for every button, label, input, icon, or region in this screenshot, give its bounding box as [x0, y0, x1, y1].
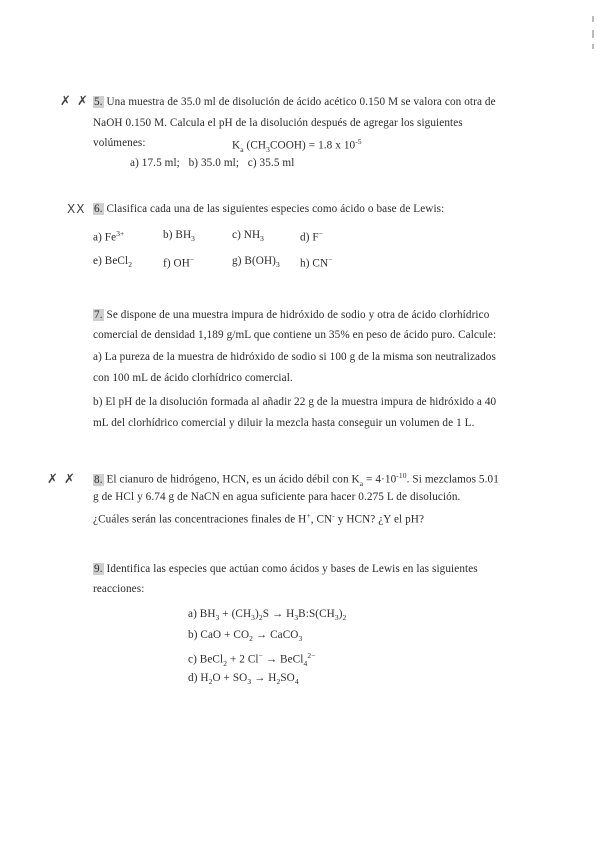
question-text: Una muestra de 35.0 ml de disolución de ácido acético 0.150 M se valora con otra de — [106, 96, 496, 108]
question-number: 7. — [94, 309, 103, 321]
question-5-line-2: NaOH 0.150 M. Calcula el pH de la disolución después de agregar los siguientes — [93, 117, 463, 129]
question-7-part-a-line-1: a) La pureza de la muestra de hidróxido de sodio si 100 g de la misma son neutralizados — [93, 351, 496, 363]
reaction-c: c) BeCl$_2$ + 2 Cl− → BeCl$_4^{2-}$ — [188, 651, 316, 668]
question-7-line-1 — [93, 310, 489, 321]
question-text: Identifica las especies que actúan como ácidos y bases de Lewis en las siguientes — [106, 563, 478, 575]
question-9-line-2: reacciones: — [93, 583, 145, 595]
question-5-line-3: volúmenes: — [93, 137, 146, 149]
reaction-b: b) CaO + $CO_2$ → CaCO$_3$ — [188, 629, 303, 644]
species-item: f) OH− — [163, 255, 195, 270]
species-item: g) $B(OH)_3$ — [232, 255, 280, 270]
species-item: d) F− — [300, 229, 324, 244]
scan-mark — [592, 16, 594, 22]
species-item: b) $BH_3$ — [163, 229, 196, 244]
question-text: Se dispone de una muestra impura de hidróxido de sodio y otra de ácido clorhídrico — [106, 309, 490, 321]
question-7-part-a-line-2: con 100 mL de ácido clorhídrico comercial. — [93, 372, 293, 384]
question-8-line-3: ¿Cuáles serán las concentraciones finales de H+, CN- y HCN? ¿Y el pH? — [93, 511, 425, 526]
scan-mark — [592, 44, 594, 49]
question-number: 5. — [94, 96, 103, 108]
handwritten-marks: ✗ ✗ — [47, 472, 76, 487]
question-number: 9. — [94, 563, 103, 575]
handwritten-marks: ✗ ✗ — [60, 94, 89, 109]
question-7-line-2: comercial de densidad 1,189 g/mL que contiene un 35% en peso de ácido puro. Calcule: — [93, 329, 497, 341]
reaction-d: d) $H_2O + SO_3 \to H_2SO_4$ — [188, 672, 299, 687]
question-8-line-1: 8. El cianuro de hidrógeno, HCN, es un ácido débil con $K_a = 4\cdot 10^{-10}$. Si mezclamos 5.01 — [94, 471, 499, 488]
question-number: 6. — [94, 203, 103, 215]
question-5-line-1 — [93, 97, 496, 108]
question-number: 8. — [94, 473, 103, 486]
scan-mark — [592, 30, 594, 38]
species-item: a) $Fe^{3+}$ — [93, 229, 125, 244]
species-item: e) BeCl$_2$ — [93, 255, 133, 270]
species-item: h) CN− — [300, 255, 333, 270]
species-item: c) $NH_3$ — [232, 229, 265, 244]
reaction-a: a) $BH_3 + (CH_3)_2S$ → $H_3B:S(CH_3)_2$ — [188, 608, 347, 623]
question-text: Clasifica cada una de las siguientes especies como ácido o base de Lewis: — [106, 203, 445, 215]
question-5-options: a) 17.5 ml; b) 35.0 ml; c) 35.5 ml — [130, 157, 295, 169]
question-8-line-2: g de HCl y 6.74 g de NaCN en agua suficiente para hacer 0.275 L de disolución. — [93, 491, 461, 503]
question-7-part-b-line-2: mL del clorhídrico comercial y diluir la mezcla hasta conseguir un volumen de 1 L. — [93, 417, 475, 429]
ka-constant: $K_a$ $(CH_3COOH) = 1.8$ x $10^{-5}$ — [232, 137, 362, 154]
question-9-line-1 — [93, 564, 478, 575]
question-7-part-b-line-1: b) El pH de la disolución formada al añadir 22 g de la muestra impura de hidróxido a 40 — [93, 396, 497, 408]
question-6-line-1 — [93, 204, 444, 215]
handwritten-marks: XX — [67, 202, 86, 216]
